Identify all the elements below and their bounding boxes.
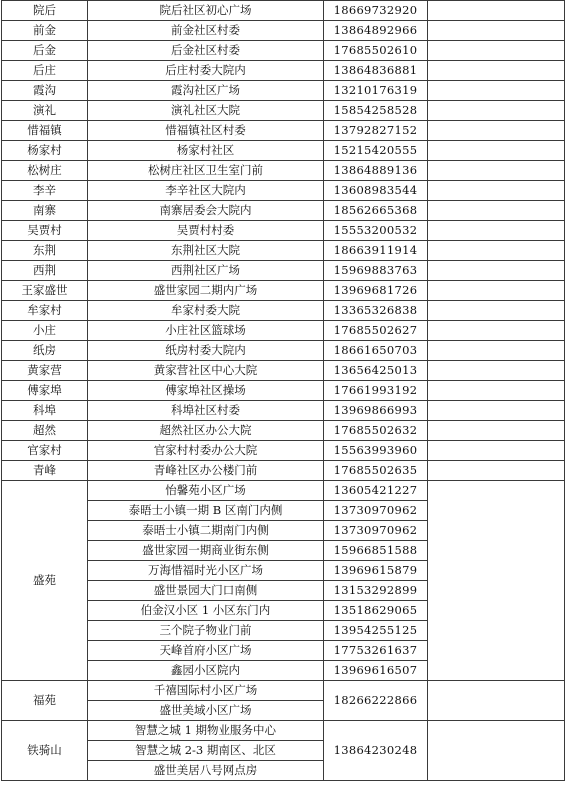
phone-cell: 15854258528 (324, 101, 428, 121)
blank-cell (428, 141, 565, 161)
area-cell: 惜福镇 (2, 121, 88, 141)
blank-cell (428, 161, 565, 181)
blank-cell (428, 481, 565, 681)
phone-cell: 13969866993 (324, 401, 428, 421)
phone-cell: 17685502632 (324, 421, 428, 441)
phone-cell: 15553200532 (324, 221, 428, 241)
place-cell: 智慧之城 1 期物业服务中心 (88, 721, 324, 741)
phone-cell: 17753261637 (324, 641, 428, 661)
area-cell: 王家盛世 (2, 281, 88, 301)
phone-cell: 15563993960 (324, 441, 428, 461)
phone-cell: 17685502635 (324, 461, 428, 481)
place-cell: 前金社区村委 (88, 21, 324, 41)
blank-cell (428, 421, 565, 441)
place-cell: 鑫园小区院内 (88, 661, 324, 681)
table-row (2, 301, 565, 321)
area-cell: 牟家村 (2, 301, 88, 321)
table-row (2, 401, 565, 421)
area-cell: 院后 (2, 1, 88, 21)
area-cell: 霞沟 (2, 81, 88, 101)
phone-cell: 18562665368 (324, 201, 428, 221)
table-row (2, 141, 565, 161)
area-cell: 前金 (2, 21, 88, 41)
place-cell: 小庄社区篮球场 (88, 321, 324, 341)
table-row (2, 41, 565, 61)
area-cell: 铁骑山 (2, 721, 88, 781)
blank-cell (428, 341, 565, 361)
table-row (2, 721, 565, 741)
blank-cell (428, 281, 565, 301)
table-row (2, 101, 565, 121)
place-cell: 伯金汉小区 1 小区东门内 (88, 601, 324, 621)
place-cell: 西荆社区广场 (88, 261, 324, 281)
place-cell: 盛世美居八号网点房 (88, 761, 324, 781)
place-cell: 怡馨苑小区广场 (88, 481, 324, 501)
place-cell: 傅家埠社区操场 (88, 381, 324, 401)
place-cell: 纸房村委大院内 (88, 341, 324, 361)
blank-cell (428, 41, 565, 61)
table-row (2, 341, 565, 361)
table-row (2, 61, 565, 81)
blank-cell (428, 721, 565, 781)
place-cell: 超然社区办公大院 (88, 421, 324, 441)
place-cell: 黄家营社区中心大院 (88, 361, 324, 381)
phone-cell: 13864889136 (324, 161, 428, 181)
phone-cell: 13210176319 (324, 81, 428, 101)
phone-cell: 13153292899 (324, 581, 428, 601)
area-cell: 小庄 (2, 321, 88, 341)
phone-cell: 17685502627 (324, 321, 428, 341)
area-cell: 纸房 (2, 341, 88, 361)
blank-cell (428, 681, 565, 721)
blank-cell (428, 121, 565, 141)
phone-cell: 13969615879 (324, 561, 428, 581)
blank-cell (428, 461, 565, 481)
area-cell: 黄家营 (2, 361, 88, 381)
place-cell: 惜福镇社区村委 (88, 121, 324, 141)
phone-cell: 13608983544 (324, 181, 428, 201)
place-cell: 泰晤士小镇一期 B 区南门内侧 (88, 501, 324, 521)
area-cell: 后金 (2, 41, 88, 61)
place-cell: 盛世美域小区广场 (88, 701, 324, 721)
table-row (2, 281, 565, 301)
place-cell: 霞沟社区广场 (88, 81, 324, 101)
table-row (2, 241, 565, 261)
blank-cell (428, 441, 565, 461)
place-cell: 牟家村委大院 (88, 301, 324, 321)
table-row (2, 201, 565, 221)
phone-cell: 17661993192 (324, 381, 428, 401)
blank-cell (428, 201, 565, 221)
blank-cell (428, 1, 565, 21)
area-cell: 南寨 (2, 201, 88, 221)
place-cell: 智慧之城 2-3 期南区、北区 (88, 741, 324, 761)
place-cell: 杨家村社区 (88, 141, 324, 161)
place-cell: 盛世家园二期内广场 (88, 281, 324, 301)
place-cell: 松树庄社区卫生室门前 (88, 161, 324, 181)
table-row (2, 1, 565, 21)
blank-cell (428, 181, 565, 201)
place-cell: 吴贾村村委 (88, 221, 324, 241)
table-row (2, 461, 565, 481)
phone-cell: 13656425013 (324, 361, 428, 381)
place-cell: 万海惜福时光小区广场 (88, 561, 324, 581)
place-cell: 演礼社区大院 (88, 101, 324, 121)
phone-cell: 13730970962 (324, 521, 428, 541)
table-row (2, 261, 565, 281)
table-row (2, 381, 565, 401)
place-cell: 千禧国际村小区广场 (88, 681, 324, 701)
table-row (2, 681, 565, 701)
blank-cell (428, 321, 565, 341)
phone-cell: 13954255125 (324, 621, 428, 641)
area-cell: 傅家埠 (2, 381, 88, 401)
area-cell: 演礼 (2, 101, 88, 121)
area-cell: 松树庄 (2, 161, 88, 181)
phone-cell: 18669732920 (324, 1, 428, 21)
area-cell: 杨家村 (2, 141, 88, 161)
blank-cell (428, 61, 565, 81)
area-cell: 盛苑 (2, 481, 88, 681)
area-cell: 超然 (2, 421, 88, 441)
phone-cell: 15969883763 (324, 261, 428, 281)
area-cell: 科埠 (2, 401, 88, 421)
phone-cell: 17685502610 (324, 41, 428, 61)
site-contact-table (1, 0, 565, 781)
phone-cell: 13864836881 (324, 61, 428, 81)
place-cell: 南寨居委会大院内 (88, 201, 324, 221)
place-cell: 东荆社区大院 (88, 241, 324, 261)
place-cell: 泰晤士小镇二期南门内侧 (88, 521, 324, 541)
blank-cell (428, 241, 565, 261)
table-row (2, 161, 565, 181)
blank-cell (428, 101, 565, 121)
place-cell: 李辛社区大院内 (88, 181, 324, 201)
area-cell: 李辛 (2, 181, 88, 201)
table-row (2, 181, 565, 201)
table-row (2, 81, 565, 101)
phone-cell: 13969681726 (324, 281, 428, 301)
table-row (2, 421, 565, 441)
area-cell: 福苑 (2, 681, 88, 721)
place-cell: 盛世景园大门口南侧 (88, 581, 324, 601)
place-cell: 院后社区初心广场 (88, 1, 324, 21)
table-row (2, 121, 565, 141)
table-row (2, 361, 565, 381)
table-row (2, 481, 565, 501)
table-row (2, 441, 565, 461)
phone-cell: 15215420555 (324, 141, 428, 161)
blank-cell (428, 81, 565, 101)
phone-cell: 13730970962 (324, 501, 428, 521)
phone-cell: 13605421227 (324, 481, 428, 501)
table-row (2, 321, 565, 341)
place-cell: 天峰首府小区广场 (88, 641, 324, 661)
place-cell: 盛世家园一期商业街东侧 (88, 541, 324, 561)
table-row (2, 221, 565, 241)
area-cell: 青峰 (2, 461, 88, 481)
phone-cell: 13792827152 (324, 121, 428, 141)
phone-cell: 18266222866 (324, 681, 428, 721)
table-row (2, 21, 565, 41)
table-body (2, 1, 565, 781)
area-cell: 官家村 (2, 441, 88, 461)
place-cell: 三个院子物业门前 (88, 621, 324, 641)
phone-cell: 13864892966 (324, 21, 428, 41)
area-cell: 西荆 (2, 261, 88, 281)
area-cell: 东荆 (2, 241, 88, 261)
phone-cell: 13365326838 (324, 301, 428, 321)
phone-cell: 18661650703 (324, 341, 428, 361)
place-cell: 后金社区村委 (88, 41, 324, 61)
blank-cell (428, 261, 565, 281)
blank-cell (428, 401, 565, 421)
area-cell: 吴贾村 (2, 221, 88, 241)
place-cell: 官家村村委办公大院 (88, 441, 324, 461)
place-cell: 科埠社区村委 (88, 401, 324, 421)
place-cell: 青峰社区办公楼门前 (88, 461, 324, 481)
area-cell: 后庄 (2, 61, 88, 81)
phone-cell: 18663911914 (324, 241, 428, 261)
phone-cell: 13969616507 (324, 661, 428, 681)
blank-cell (428, 301, 565, 321)
blank-cell (428, 361, 565, 381)
blank-cell (428, 381, 565, 401)
place-cell: 后庄村委大院内 (88, 61, 324, 81)
phone-cell: 15966851588 (324, 541, 428, 561)
blank-cell (428, 221, 565, 241)
phone-cell: 13864230248 (324, 721, 428, 781)
phone-cell: 13518629065 (324, 601, 428, 621)
blank-cell (428, 21, 565, 41)
